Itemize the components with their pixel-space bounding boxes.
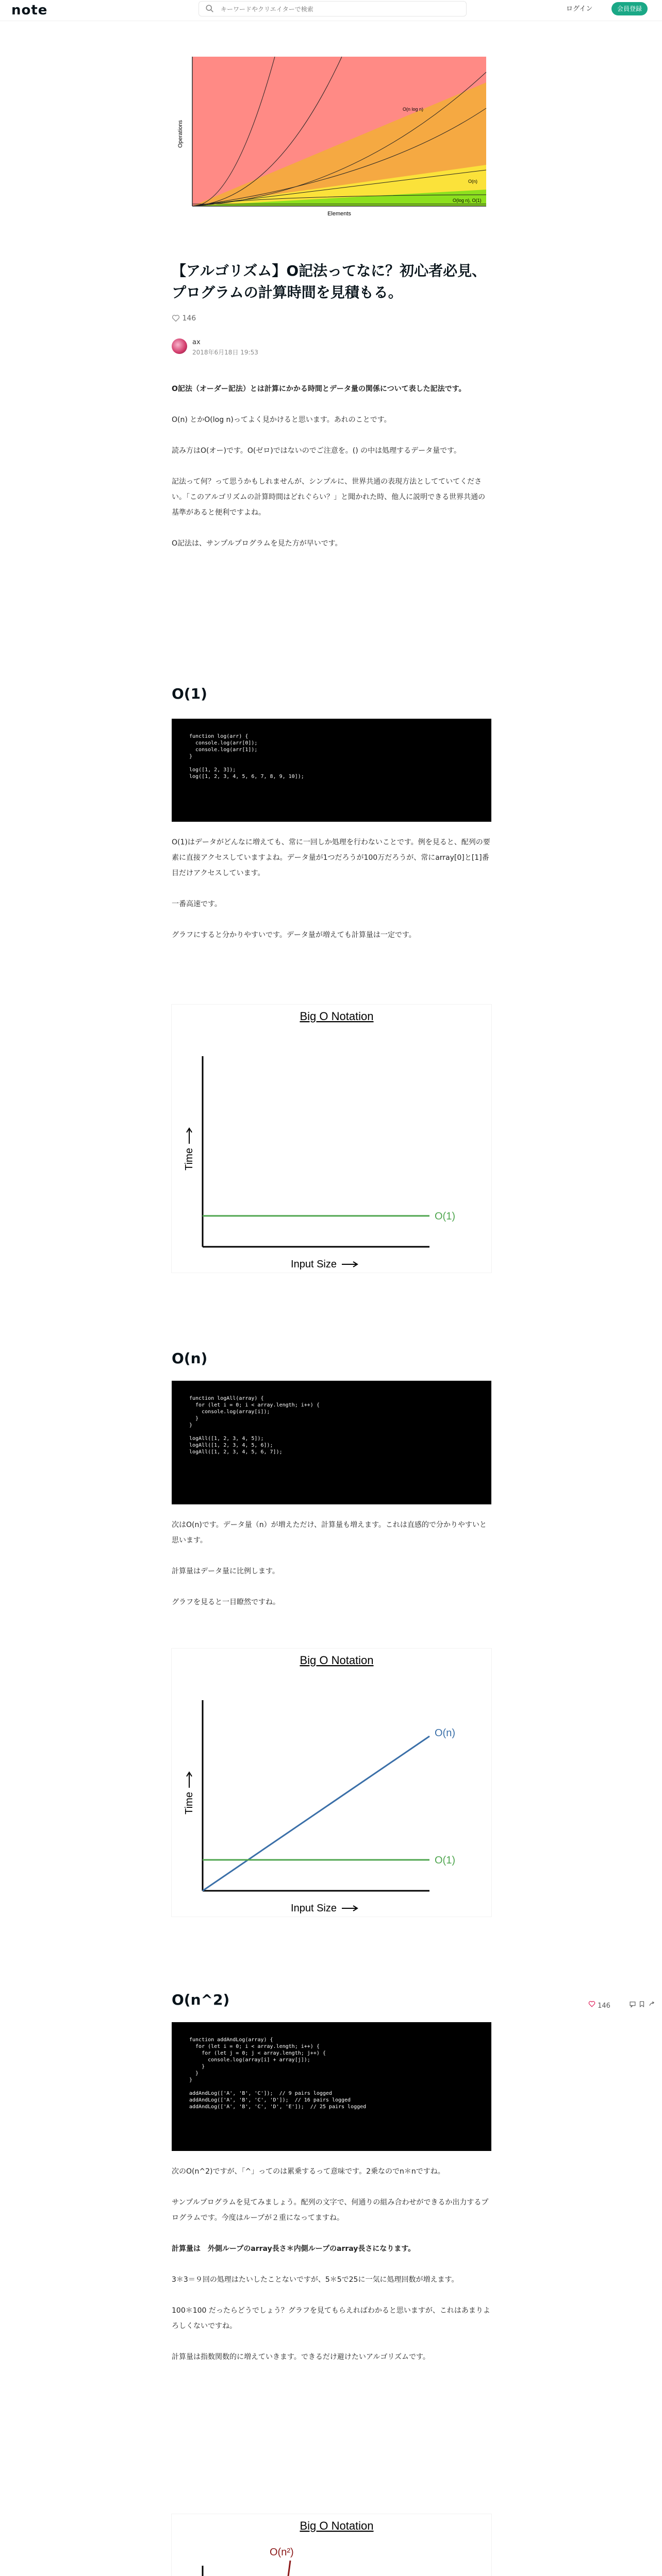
y-axis-label: Time bbox=[184, 1148, 195, 1171]
on2-paragraph: 100＊100 だったらどうでしょう？グラフを見てもらえればわかると思いますが、これはあまりよろしくないですね。 bbox=[172, 2307, 490, 2330]
search-box[interactable] bbox=[198, 1, 467, 16]
heading-o1: O(1) bbox=[172, 685, 207, 702]
code-line: console.log(array[i]); bbox=[189, 1409, 270, 1415]
hero-ylabel: Operations bbox=[177, 120, 184, 148]
chart-on bbox=[172, 1649, 491, 1917]
series-o1-label: O(1) bbox=[435, 1211, 455, 1222]
intro-paragraph: O記法は、サンプルプログラムを見た方が早いです。 bbox=[172, 539, 342, 548]
x-arrow-icon bbox=[342, 1906, 357, 1911]
series-on-line bbox=[203, 1736, 429, 1891]
heart-icon[interactable] bbox=[172, 314, 180, 323]
x-axis-label: Input Size bbox=[291, 1259, 337, 1270]
code-line: logAll([1, 2, 3, 4, 5, 6]); bbox=[189, 1443, 273, 1448]
intro-paragraph: O記法（オーダー記法）とは計算にかかる時間とデータ量の関係について表した記法です。 bbox=[172, 385, 466, 393]
on2-paragraph: 次のO(n^2)ですが、「^」ってのは累乗するって意味です。2乗なのでn＊nですね。 bbox=[172, 2167, 445, 2176]
y-arrow-icon bbox=[187, 1772, 192, 1788]
signup-button[interactable]: 会員登録 bbox=[611, 2, 648, 15]
side-like-button[interactable] bbox=[588, 2001, 610, 2010]
x-axis-label: Input Size bbox=[291, 1903, 337, 1914]
chart-on2 bbox=[172, 2514, 491, 2576]
o1-paragraph: O(1)はデータがどんなに増えても、常に一回しか処理を行わないことです。例を見ると、配列の要素に直接アクセスしていますよね。データ量が1つだろうが100万だろうが、常にarray[0]と[1]番目だけアクセスしています。 bbox=[172, 838, 490, 877]
o1-paragraph: グラフにすると分かりやすいです。データ量が増えても計算量は一定です。 bbox=[172, 931, 416, 939]
side-actions bbox=[629, 2001, 655, 2010]
on2-paragraph: 計算量は 外側ループのarray長さ＊内側ループのarray長さになります。 bbox=[172, 2245, 416, 2253]
code-line: addAndLog(['A', 'B', 'C']); // 9 pairs logged bbox=[189, 2091, 332, 2096]
chart-title: Big O Notation bbox=[300, 2519, 374, 2532]
on-paragraph: 次はO(n)です。データ量（n）が増えただけ、計算量も増えます。これは直感的で分かりやすいと思います。 bbox=[172, 1521, 487, 1545]
x-arrow-icon bbox=[342, 1262, 357, 1267]
hero-label-nlogn: O(n log n) bbox=[403, 107, 424, 112]
code-line: logAll([1, 2, 3, 4, 5, 6, 7]); bbox=[189, 1449, 283, 1455]
code-line: console.log(array[i] + array[j]); bbox=[189, 2057, 310, 2063]
side-like-count: 146 bbox=[598, 2002, 610, 2010]
code-line: } bbox=[189, 2071, 199, 2076]
code-line: function addAndLog(array) { bbox=[189, 2037, 273, 2043]
code-block-o1 bbox=[172, 719, 491, 822]
heading-on: O(n) bbox=[172, 1350, 208, 1367]
like-count[interactable] bbox=[172, 314, 196, 323]
heart-icon[interactable] bbox=[588, 2001, 595, 2008]
code-line: } bbox=[189, 2064, 205, 2070]
y-axis-label: Time bbox=[184, 1792, 195, 1815]
on2-paragraph: 3＊3＝９回の処理はたいしたことないですが、5＊5で25に一気に処理回数が増えます。 bbox=[172, 2276, 459, 2284]
code-line: logAll([1, 2, 3, 4, 5]); bbox=[189, 1436, 264, 1442]
code-line: for (let i = 0; i < array.length; i++) { bbox=[189, 2044, 320, 2049]
on-text bbox=[172, 1517, 491, 1610]
note-logo[interactable]: note bbox=[11, 3, 48, 18]
code-line: for (let j = 0; j < array.length; j++) { bbox=[189, 2050, 326, 2056]
code-line: log([1, 2, 3, 4, 5, 6, 7, 8, 9, 10]); bbox=[189, 774, 304, 779]
intro-section bbox=[172, 381, 491, 551]
on2-paragraph: サンプルプログラムを見てみましょう。配列の文字で、何通りの組み合わせができるか出力するプログラムです。今度はループが２重になってますね。 bbox=[172, 2198, 489, 2222]
code-line: } bbox=[189, 754, 193, 759]
chart-o1 bbox=[172, 1005, 491, 1273]
site-header bbox=[0, 0, 662, 21]
intro-paragraph: 記法って何？って思うかもしれませんが、シンプルに、世界共通の表現方法としてていてください。「このアルゴリズムの計算時間はどれぐらい？」と聞かれた時、他人に説明できる世界共通の基準があると便利ですよね。 bbox=[172, 478, 486, 517]
login-link[interactable]: ログイン bbox=[566, 5, 593, 13]
intro-paragraph: O(n) とかO(log n)ってよく見かけると思います。あれのことです。 bbox=[172, 416, 391, 424]
chart-title: Big O Notation bbox=[300, 1654, 374, 1667]
series-on2-line bbox=[203, 2561, 290, 2576]
code-block-on bbox=[172, 1381, 491, 1504]
on2-paragraph: 計算量は指数関数的に増えていきます。できるだけ避けたいアルゴリズムです。 bbox=[172, 2353, 430, 2361]
code-line: } bbox=[189, 2077, 193, 2083]
o1-paragraph: 一番高速です。 bbox=[172, 900, 222, 908]
hero-xlabel: Elements bbox=[327, 211, 351, 216]
hero-label-logn: O(log n), O(1) bbox=[453, 198, 482, 203]
on-paragraph: 計算量はデータ量に比例します。 bbox=[172, 1567, 279, 1575]
search-icon bbox=[205, 4, 214, 13]
code-block-on2 bbox=[172, 2022, 491, 2151]
on-paragraph: グラフを見ると一目瞭然ですね。 bbox=[172, 1598, 280, 1606]
code-line: function logAll(array) { bbox=[189, 1396, 264, 1401]
code-line: addAndLog(['A', 'B', 'C', 'D']); // 16 pairs logged bbox=[189, 2097, 351, 2103]
intro-paragraph: 読み方はO(オー)です。O(ゼロ)ではないのでご注意を。() の中は処理するデータ量です。 bbox=[172, 447, 461, 455]
avatar[interactable] bbox=[172, 338, 187, 354]
code-line: console.log(arr[1]); bbox=[189, 747, 258, 753]
series-on2-label: O(n²) bbox=[270, 2547, 294, 2558]
article-title: 【アルゴリズム】O記法ってなに？初心者必見、プログラムの計算時間を見積もる。 bbox=[172, 262, 487, 301]
code-line: log([1, 2, 3]); bbox=[189, 767, 236, 773]
comment-icon[interactable] bbox=[629, 2001, 636, 2008]
code-line: console.log(arr[0]); bbox=[189, 740, 258, 746]
chart-title: Big O Notation bbox=[300, 1010, 374, 1023]
bookmark-icon[interactable] bbox=[638, 2001, 646, 2008]
code-line: } bbox=[189, 1416, 199, 1421]
share-icon[interactable] bbox=[648, 2001, 655, 2008]
y-arrow-icon bbox=[187, 1128, 192, 1144]
hero-label-n: O(n) bbox=[468, 179, 477, 184]
publish-date: 2018年6月18日 19:53 bbox=[192, 349, 258, 356]
author-block[interactable] bbox=[172, 336, 491, 357]
series-o1-label: O(1) bbox=[435, 1855, 455, 1866]
o1-text bbox=[172, 835, 491, 943]
search-input[interactable] bbox=[220, 4, 459, 15]
code-line: function log(arr) { bbox=[189, 734, 249, 739]
code-line: for (let i = 0; i < array.length; i++) { bbox=[189, 1402, 320, 1408]
like-count-value: 146 bbox=[182, 314, 196, 323]
author-name[interactable]: ax bbox=[192, 338, 201, 346]
hero-complexity-chart bbox=[172, 52, 491, 216]
code-line: addAndLog(['A', 'B', 'C', 'D', 'E']); // 25 pairs logged bbox=[189, 2104, 367, 2110]
series-on-label: O(n) bbox=[435, 1727, 455, 1739]
heading-on2: O(n^2) bbox=[172, 1991, 230, 2008]
code-line: } bbox=[189, 1422, 193, 1428]
on2-text bbox=[172, 2164, 491, 2365]
